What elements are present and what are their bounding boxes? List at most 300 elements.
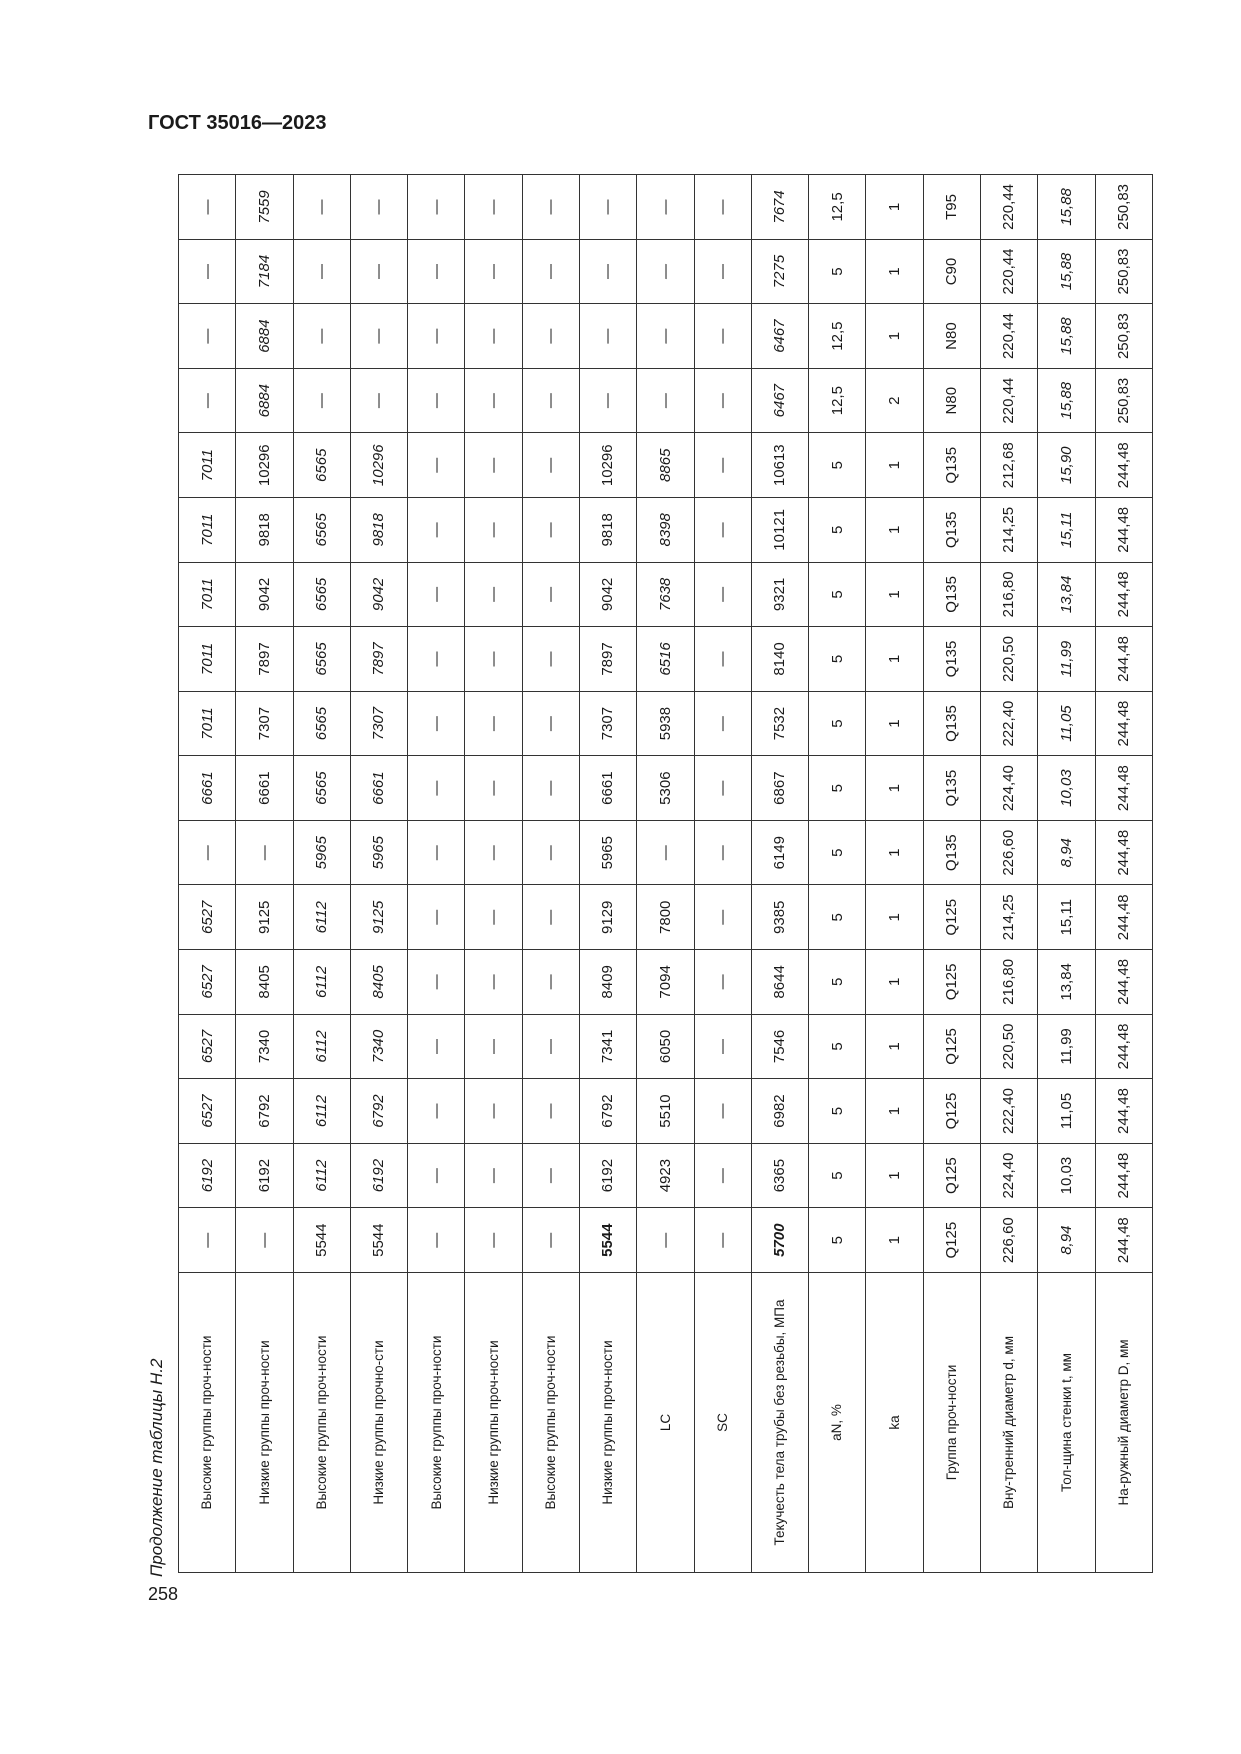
table-cell: 5510 [637,1079,694,1144]
table-cell: 244,48 [1095,691,1153,756]
table-cell: 11,99 [1038,1014,1095,1079]
table-cell: 6527 [179,885,236,950]
table-cell: — [293,239,350,304]
table-cell: 9321 [751,562,808,627]
table-cell: 6467 [751,368,808,433]
table-cell: 8644 [751,950,808,1015]
table-cell: 7341 [579,1014,636,1079]
table-cell: 244,48 [1095,950,1153,1015]
table-cell: — [694,885,751,950]
table-cell: 9818 [236,498,293,563]
table-cell: — [408,562,465,627]
table-cell: — [694,304,751,369]
table-cell: 6661 [179,756,236,821]
table-cell: — [522,304,579,369]
table-cell: T95 [923,175,980,240]
table-cell: 6792 [350,1079,407,1144]
table-cell: Q125 [923,885,980,950]
table-cell: N80 [923,304,980,369]
table-cell: 15,88 [1038,239,1095,304]
table-cell: 5544 [350,1208,407,1273]
row-header: Вну-тренний диаметр d, мм [980,1272,1037,1572]
rotated-table-container [178,175,1153,1573]
table-cell: 5544 [579,1208,636,1273]
table-cell: — [637,304,694,369]
table-cell: 5938 [637,691,694,756]
table-cell: 11,05 [1038,1079,1095,1144]
table-cell: — [465,1208,522,1273]
table-cell: 6149 [751,820,808,885]
table-cell: — [408,627,465,692]
table-cell: 222,40 [980,691,1037,756]
table-cell: 8865 [637,433,694,498]
table-cell: 1 [866,756,923,821]
table-cell: — [465,239,522,304]
table-cell: — [694,239,751,304]
table-cell: 5 [809,433,866,498]
row-bt-regular-high [522,175,579,1573]
table-cell: 8,94 [1038,820,1095,885]
row-ottm-special [293,175,350,1573]
table-cell: 7275 [751,239,808,304]
table-cell: — [694,627,751,692]
table-cell: 216,80 [980,562,1037,627]
table-cell: — [465,1014,522,1079]
table-cell: — [522,691,579,756]
table-cell: — [465,627,522,692]
table-cell: 5544 [293,1208,350,1273]
row-header: Текучесть тела трубы без резьбы, МПа [751,1272,808,1572]
table-cell: — [179,304,236,369]
table-cell: 250,83 [1095,304,1153,369]
table-cell: 224,40 [980,1143,1037,1208]
table-cell: 1 [866,1014,923,1079]
table-cell: 8405 [236,950,293,1015]
table-cell: — [522,627,579,692]
table-cell: 244,48 [1095,885,1153,950]
table-cell: Q125 [923,1208,980,1273]
row-header: Тол-щина стенки t, мм [1038,1272,1095,1572]
table-cell: — [465,498,522,563]
table-cell: — [350,368,407,433]
table-cell: — [465,950,522,1015]
table-cell: Q135 [923,562,980,627]
table-cell: 5 [809,1014,866,1079]
table-cell: — [350,239,407,304]
table-cell: 226,60 [980,820,1037,885]
table-cell: — [465,691,522,756]
table-cell: — [179,1208,236,1273]
table-cell: 5 [809,756,866,821]
table-cell: 5 [809,691,866,756]
table-cell: 4923 [637,1143,694,1208]
table-cell: 5700 [751,1208,808,1273]
table-cell: — [236,1208,293,1273]
document-title: ГОСТ 35016—2023 [148,112,327,134]
table-cell: Q135 [923,498,980,563]
table-cell: 244,48 [1095,1014,1153,1079]
table-cell: 6112 [293,1143,350,1208]
table-cell: 5 [809,627,866,692]
table-cell: 1 [866,950,923,1015]
table-cell: — [522,1143,579,1208]
row-ottg-regular [236,175,293,1573]
table-cell: 7340 [236,1014,293,1079]
row-header: Высокие группы проч-ности [408,1272,465,1572]
table-cell: 12,5 [809,175,866,240]
table-cell: — [637,175,694,240]
table-cell: 9818 [350,498,407,563]
table-cell: — [694,1208,751,1273]
table-cell: 7340 [350,1014,407,1079]
table-cell: — [522,368,579,433]
table-cell: 7897 [236,627,293,692]
row-header: aN, % [809,1272,866,1572]
table-cell: — [408,498,465,563]
table-cell: 220,44 [980,175,1037,240]
table-cell: — [408,433,465,498]
row-header: SC [694,1272,751,1572]
table-cell: 5 [809,239,866,304]
table-cell: — [408,304,465,369]
table-cell: 10,03 [1038,1143,1095,1208]
table-cell: — [637,1208,694,1273]
table-cell: 7532 [751,691,808,756]
table-cell: 5306 [637,756,694,821]
table-cell: 6565 [293,756,350,821]
table-cell: 2 [866,368,923,433]
table-cell: — [465,433,522,498]
table-cell: 8398 [637,498,694,563]
table-cell: 7307 [236,691,293,756]
row-sc [694,175,751,1573]
table-cell: 8140 [751,627,808,692]
table-cell: 220,44 [980,304,1037,369]
table-cell: — [408,950,465,1015]
table-cell: 1 [866,627,923,692]
table-cell: — [637,239,694,304]
row-header: LC [637,1272,694,1572]
table-cell: — [408,1014,465,1079]
table-cell: 6050 [637,1014,694,1079]
table-cell: — [579,304,636,369]
table-cell: 244,48 [1095,820,1153,885]
table-cell: — [694,1079,751,1144]
table-cell: 9385 [751,885,808,950]
table-cell: 220,50 [980,627,1037,692]
table-cell: — [179,239,236,304]
table-cell: 6192 [579,1143,636,1208]
table-cell: 7011 [179,627,236,692]
table-cell: — [350,175,407,240]
table-cell: 1 [866,885,923,950]
table-cell: 222,40 [980,1079,1037,1144]
table-cell: Q135 [923,433,980,498]
table-cell: 6661 [579,756,636,821]
table-cell: — [408,175,465,240]
table-cell: 244,48 [1095,756,1153,821]
table-cell: 15,11 [1038,498,1095,563]
row-header: Низкие группы проч-ности [236,1272,293,1572]
table-cell: 10613 [751,433,808,498]
row-bt-regular-low [579,175,636,1573]
table-cell: 9129 [579,885,636,950]
table-cell: 244,48 [1095,433,1153,498]
table-cell: 220,44 [980,368,1037,433]
table-cell: 1 [866,304,923,369]
table-cell: 5 [809,950,866,1015]
page-number: 258 [148,1584,179,1604]
table-cell: — [579,175,636,240]
table-cell: 9818 [579,498,636,563]
table-cell: 250,83 [1095,175,1153,240]
table-cell: 13,84 [1038,950,1095,1015]
table-cell: 10296 [579,433,636,498]
table-cell: — [408,885,465,950]
table-cell: 5 [809,820,866,885]
table-cell: 244,48 [1095,1079,1153,1144]
table-cell: 7307 [350,691,407,756]
table-cell: 15,88 [1038,304,1095,369]
table-cell: Q125 [923,1014,980,1079]
row-header: Низкие группы проч-ности [465,1272,522,1572]
table-cell: — [465,304,522,369]
table-cell: Q135 [923,691,980,756]
table-cell: 6516 [637,627,694,692]
table-cell: 6527 [179,1079,236,1144]
table-cell: 6565 [293,562,350,627]
table-cell: — [465,820,522,885]
table-cell: 11,05 [1038,691,1095,756]
table-cell: 8,94 [1038,1208,1095,1273]
table-cell: 9042 [236,562,293,627]
table-cell: 5 [809,1143,866,1208]
row-thickness [1038,175,1095,1573]
table-cell: 6884 [236,304,293,369]
table-cell: — [465,1143,522,1208]
table-cell: — [465,562,522,627]
table-cell: — [694,691,751,756]
row-ka [866,175,923,1573]
table-cell: 1 [866,1208,923,1273]
table-cell: 6192 [350,1143,407,1208]
table-cell: 1 [866,1079,923,1144]
row-header: Низкие группы проч-ности [579,1272,636,1572]
table-cell: — [408,1143,465,1208]
table-cell: — [408,1079,465,1144]
table-cell: — [579,239,636,304]
table-cell: 7011 [179,562,236,627]
table-cell: 7800 [637,885,694,950]
table-cell: 1 [866,1143,923,1208]
table-cell: Q125 [923,1143,980,1208]
table-cell: 8405 [350,950,407,1015]
table-cell: 6112 [293,950,350,1015]
table-cell: — [465,1079,522,1144]
row-header: На-ружный диаметр D, мм [1095,1272,1153,1572]
table-cell: Q135 [923,627,980,692]
table-cell: — [579,368,636,433]
table-cell: 214,25 [980,498,1037,563]
table-cell: — [637,368,694,433]
table-cell: Q135 [923,756,980,821]
table-body [179,175,1153,1573]
table-cell: 5 [809,1079,866,1144]
table-cell: — [179,175,236,240]
table-cell: — [694,175,751,240]
table-cell: — [522,175,579,240]
table-cell: 6565 [293,433,350,498]
table-cell: 5965 [350,820,407,885]
row-header: Высокие группы проч-ности [179,1272,236,1572]
table-cell: — [522,756,579,821]
table-cell: 7094 [637,950,694,1015]
table-cell: 7011 [179,498,236,563]
row-grade [923,175,980,1573]
table-cell: 1 [866,239,923,304]
table-cell: 12,5 [809,368,866,433]
table-cell: — [293,175,350,240]
table-cell: 6867 [751,756,808,821]
table-cell: 244,48 [1095,1208,1153,1273]
table-cell: 15,88 [1038,368,1095,433]
table-cell: Q125 [923,950,980,1015]
table-cell: 6792 [236,1079,293,1144]
table-cell: — [236,820,293,885]
table-cell: — [408,368,465,433]
table-cell: — [694,368,751,433]
table-cell: 6565 [293,691,350,756]
table-cell: 1 [866,691,923,756]
table-cell: — [694,1143,751,1208]
table-cell: 10121 [751,498,808,563]
table-cell: 244,48 [1095,562,1153,627]
table-cell: 244,48 [1095,1143,1153,1208]
row-outer-diameter [1095,175,1153,1573]
table-cell: 1 [866,498,923,563]
table-cell: 7011 [179,433,236,498]
table-cell: 15,11 [1038,885,1095,950]
table-cell: 7674 [751,175,808,240]
table-cell: 7638 [637,562,694,627]
table-cell: 9125 [236,885,293,950]
table-cell: 6192 [179,1143,236,1208]
table-cell: Q125 [923,1079,980,1144]
table-cell: — [465,756,522,821]
table-cell: 10,03 [1038,756,1095,821]
table-cell: 220,44 [980,239,1037,304]
row-bt-special-low [465,175,522,1573]
table-cell: — [694,1014,751,1079]
row-header: Высокие группы проч-ности [522,1272,579,1572]
table-cell: — [522,239,579,304]
table-cell: 6112 [293,1014,350,1079]
table-cell: 9042 [350,562,407,627]
table-cell: 7184 [236,239,293,304]
table-cell: 214,25 [980,885,1037,950]
table-cell: — [465,175,522,240]
table-cell: — [408,239,465,304]
table-cell: 7897 [579,627,636,692]
table-cell: 5 [809,498,866,563]
row-bt-special-high [408,175,465,1573]
table-cell: 9125 [350,885,407,950]
table-cell: — [179,820,236,885]
table-cell: — [408,756,465,821]
table-cell: C90 [923,239,980,304]
table-cell: 10296 [350,433,407,498]
row-header: Высокие группы проч-ности [293,1272,350,1572]
table-cell: — [694,433,751,498]
table-cell: — [637,820,694,885]
table-cell: — [522,433,579,498]
table-cell: 5 [809,1208,866,1273]
table-cell: — [522,1079,579,1144]
table-cell: 1 [866,562,923,627]
table-cell: 6884 [236,368,293,433]
table-cell: 9042 [579,562,636,627]
table-cell: 250,83 [1095,368,1153,433]
table-cell: 13,84 [1038,562,1095,627]
table-cell: — [408,820,465,885]
table-cell: — [408,1208,465,1273]
table-cell: — [694,756,751,821]
table-cell: 212,68 [980,433,1037,498]
table-caption: Продолжение таблицы Н.2 [147,1358,166,1577]
table-cell: 10296 [236,433,293,498]
row-an [809,175,866,1573]
row-header: Группа проч-ности [923,1272,980,1572]
row-ottg-special [179,175,236,1573]
table-cell: 7897 [350,627,407,692]
table-cell: 7546 [751,1014,808,1079]
data-table [178,174,1153,1573]
table-cell: — [522,562,579,627]
table-cell: Q135 [923,820,980,885]
row-header: ka [866,1272,923,1572]
table-cell: 1 [866,433,923,498]
table-cell: 6467 [751,304,808,369]
row-lc [637,175,694,1573]
table-cell: — [293,368,350,433]
table-cell: 7559 [236,175,293,240]
table-cell: — [694,498,751,563]
table-cell: 11,99 [1038,627,1095,692]
table-cell: 216,80 [980,950,1037,1015]
table-cell: — [694,950,751,1015]
table-cell: N80 [923,368,980,433]
table-cell: 6527 [179,1014,236,1079]
row-header: Низкие группы прочно-сти [350,1272,407,1572]
table-cell: — [408,691,465,756]
table-cell: 6192 [236,1143,293,1208]
table-cell: — [522,885,579,950]
table-cell: 6565 [293,498,350,563]
table-cell: 15,88 [1038,175,1095,240]
table-cell: 6661 [350,756,407,821]
table-cell: — [293,304,350,369]
table-cell: 6112 [293,1079,350,1144]
table-cell: 5965 [579,820,636,885]
table-cell: — [465,885,522,950]
table-cell: 1 [866,175,923,240]
table-wrapper [178,175,1153,1573]
table-cell: 7011 [179,691,236,756]
row-inner-diameter [980,175,1037,1573]
table-cell: — [694,562,751,627]
table-cell: 244,48 [1095,627,1153,692]
row-yield [751,175,808,1573]
